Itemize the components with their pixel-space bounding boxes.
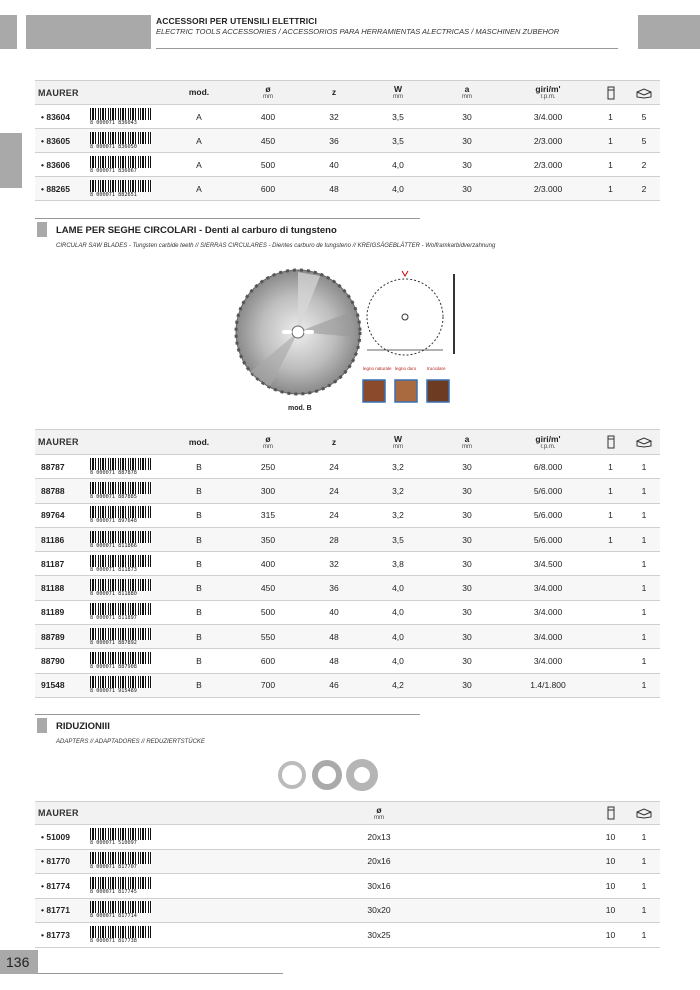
cell-rpm: 6/8.000 <box>503 455 593 479</box>
cell-a: 30 <box>431 129 503 153</box>
cell-a: 30 <box>431 576 503 600</box>
barcode <box>90 531 152 549</box>
cell-p2: 1 <box>628 649 660 673</box>
cell-p1 <box>593 649 628 673</box>
col-w: W mm <box>365 81 431 105</box>
ean-number: 8 000071 915489 <box>90 688 137 695</box>
ean-number: 8 000071 887892 <box>90 639 137 646</box>
page-subtitle: ELECTRIC TOOLS ACCESSORIES / ACCESSORIOS PARA HERRAMIENTAS ALECTRICAS / MASCHINEN ZUBEHOR <box>156 27 560 36</box>
cell-d: 700 <box>233 673 303 697</box>
barcode <box>90 852 152 870</box>
pack-carton-icon <box>628 430 660 455</box>
barcode <box>90 108 152 126</box>
barcode-bars <box>90 603 152 615</box>
cell-mod: B <box>165 600 233 624</box>
brand-logo <box>35 81 90 105</box>
ean-number: 8 000071 811866 <box>90 542 137 549</box>
cell-p1 <box>593 673 628 697</box>
svg-text:truciolare: truciolare <box>427 366 446 371</box>
cell-mod: A <box>165 129 233 153</box>
cell-p2: 1 <box>628 625 660 649</box>
cell-p1: 10 <box>593 874 628 899</box>
ean-number: 8 000071 836050 <box>90 143 137 150</box>
cell-p1: 10 <box>593 898 628 923</box>
barcode <box>90 579 152 597</box>
product-code: 88789 <box>35 625 90 649</box>
col-rpm: giri/m' r.p.m. <box>503 430 593 455</box>
cell-z: 24 <box>303 455 365 479</box>
cell-p1: 10 <box>593 849 628 874</box>
barcode-cell <box>90 600 165 624</box>
barcode <box>90 180 152 198</box>
cell-p2: 1 <box>628 874 660 899</box>
cell-w: 4,0 <box>365 649 431 673</box>
cell-p1: 10 <box>593 825 628 850</box>
cell-p2: 1 <box>628 455 660 479</box>
barcode-cell <box>90 129 165 153</box>
cell-w: 4,0 <box>365 576 431 600</box>
table-adapters <box>35 801 660 948</box>
cell-a: 30 <box>431 503 503 527</box>
ean-number: 8 000071 811880 <box>90 591 137 598</box>
section2-subtitle: CIRCULAR SAW BLADES - Tungsten carbide teeth // SIERRAS CIRCULARES - Dientes carburo de tungsteno // KREIGSÄGEBLÄTTER - Wolframkarbidverzahnung <box>56 243 496 249</box>
product-code: • 83604 <box>35 105 90 129</box>
cell-d: 20x16 <box>165 849 593 874</box>
barcode <box>90 555 152 573</box>
cell-d: 300 <box>233 479 303 503</box>
cell-a: 30 <box>431 479 503 503</box>
ean-number: 8 000071 882651 <box>90 191 137 198</box>
cell-d: 20x13 <box>165 825 593 850</box>
col-z: z <box>303 81 365 105</box>
product-code: 81188 <box>35 576 90 600</box>
cell-d: 450 <box>233 129 303 153</box>
table-row <box>35 625 660 649</box>
cell-p1 <box>593 552 628 576</box>
page-title: ACCESSORI PER UTENSILI ELETTRICI <box>156 16 317 26</box>
table-row <box>35 552 660 576</box>
col-mod: mod. <box>165 430 233 455</box>
cell-d: 550 <box>233 625 303 649</box>
table-row <box>35 898 660 923</box>
cell-d: 450 <box>233 576 303 600</box>
cell-d: 250 <box>233 455 303 479</box>
cell-p2: 5 <box>628 129 660 153</box>
table-row <box>35 673 660 697</box>
product-code: 88788 <box>35 479 90 503</box>
cell-w: 3,2 <box>365 479 431 503</box>
table-row <box>35 849 660 874</box>
cell-a: 30 <box>431 527 503 551</box>
ean-number: 8 000071 817707 <box>90 864 137 871</box>
cell-mod: B <box>165 552 233 576</box>
blade-technical-drawing <box>367 271 454 355</box>
barcode-bars <box>90 628 152 640</box>
cell-d: 400 <box>233 552 303 576</box>
brand-name: MAURER <box>38 437 79 447</box>
cell-rpm: 3/4.000 <box>503 600 593 624</box>
barcode <box>90 676 152 694</box>
product-code: 88787 <box>35 455 90 479</box>
cell-mod: B <box>165 625 233 649</box>
table-row <box>35 129 660 153</box>
barcode-cell <box>90 576 165 600</box>
cell-p2: 5 <box>628 105 660 129</box>
cell-z: 48 <box>303 625 365 649</box>
barcode <box>90 628 152 646</box>
barcode-bars <box>90 482 152 494</box>
table-row <box>35 503 660 527</box>
barcode <box>90 828 152 846</box>
cell-a: 30 <box>431 177 503 201</box>
cell-p2: 2 <box>628 153 660 177</box>
table-row <box>35 825 660 850</box>
cell-w: 3,2 <box>365 455 431 479</box>
ean-number: 8 000071 811873 <box>90 566 137 573</box>
barcode-bars <box>90 531 152 543</box>
barcode-cell <box>90 503 165 527</box>
cell-mod: B <box>165 673 233 697</box>
cell-mod: B <box>165 503 233 527</box>
cell-p1: 1 <box>593 177 628 201</box>
product-code: 88790 <box>35 649 90 673</box>
cell-w: 3,5 <box>365 527 431 551</box>
cell-a: 30 <box>431 673 503 697</box>
cell-rpm: 2/3.000 <box>503 129 593 153</box>
cell-p2: 1 <box>628 898 660 923</box>
cell-a: 30 <box>431 105 503 129</box>
product-code: • 81770 <box>35 849 90 874</box>
cell-p1 <box>593 576 628 600</box>
ean-number: 8 000071 817714 <box>90 913 137 920</box>
cell-z: 32 <box>303 105 365 129</box>
cell-p1: 1 <box>593 503 628 527</box>
adapter-rings-image <box>270 758 385 792</box>
cell-w: 4,0 <box>365 625 431 649</box>
barcode-bars <box>90 132 152 144</box>
saw-blade-image <box>230 262 470 417</box>
cell-z: 36 <box>303 576 365 600</box>
cell-z: 24 <box>303 503 365 527</box>
cell-w: 4,0 <box>365 177 431 201</box>
barcode <box>90 132 152 150</box>
wood-type-icons <box>363 366 449 402</box>
product-code: • 81771 <box>35 898 90 923</box>
cell-w: 3,2 <box>365 503 431 527</box>
pack-carton-icon <box>628 81 660 105</box>
barcode-cell <box>90 153 165 177</box>
table-row <box>35 177 660 201</box>
barcode <box>90 458 152 476</box>
barcode-bars <box>90 458 152 470</box>
barcode <box>90 877 152 895</box>
table-mod-b <box>35 429 660 698</box>
cell-d: 500 <box>233 153 303 177</box>
barcode <box>90 156 152 174</box>
cell-p2: 1 <box>628 825 660 850</box>
section2-line <box>35 218 420 219</box>
barcode-cell <box>90 479 165 503</box>
section3-marker <box>37 718 47 733</box>
table-row <box>35 874 660 899</box>
table-row <box>35 576 660 600</box>
barcode-cell <box>90 455 165 479</box>
barcode-bars <box>90 926 152 938</box>
col-a: a mm <box>431 81 503 105</box>
col-a: a mm <box>431 430 503 455</box>
cell-a: 30 <box>431 600 503 624</box>
cell-p2: 1 <box>628 576 660 600</box>
ean-number: 8 000071 887885 <box>90 493 137 500</box>
cell-a: 30 <box>431 625 503 649</box>
cell-w: 3,5 <box>365 129 431 153</box>
cell-mod: B <box>165 649 233 673</box>
pack-box-icon <box>593 81 628 105</box>
cell-rpm: 5/6.000 <box>503 503 593 527</box>
cell-a: 30 <box>431 455 503 479</box>
barcode-cell <box>90 825 165 850</box>
cell-a: 30 <box>431 552 503 576</box>
cell-p1 <box>593 625 628 649</box>
cell-d: 30x20 <box>165 898 593 923</box>
barcode-bars <box>90 676 152 688</box>
col-mod: mod. <box>165 81 233 105</box>
col-z: z <box>303 430 365 455</box>
cell-p1: 1 <box>593 129 628 153</box>
cell-p2: 1 <box>628 527 660 551</box>
barcode-cell <box>90 625 165 649</box>
product-code: • 51009 <box>35 825 90 850</box>
cell-p1: 1 <box>593 153 628 177</box>
cell-w: 3,5 <box>365 105 431 129</box>
cell-mod: B <box>165 576 233 600</box>
ean-number: 8 000071 817745 <box>90 888 137 895</box>
page-number: 136 <box>6 954 30 970</box>
product-code: • 83605 <box>35 129 90 153</box>
cell-p2: 1 <box>628 673 660 697</box>
barcode <box>90 926 152 944</box>
barcode-bars <box>90 828 152 840</box>
barcode-bars <box>90 652 152 664</box>
product-code: 91548 <box>35 673 90 697</box>
cell-z: 40 <box>303 600 365 624</box>
cell-z: 28 <box>303 527 365 551</box>
cell-d: 600 <box>233 649 303 673</box>
cell-rpm: 2/3.000 <box>503 177 593 201</box>
svg-text:legno naturale: legno naturale <box>363 366 392 371</box>
barcode-bars <box>90 877 152 889</box>
footer-line <box>38 973 283 974</box>
cell-p2: 1 <box>628 479 660 503</box>
table-row <box>35 105 660 129</box>
barcode-bars <box>90 579 152 591</box>
col-w: W mm <box>365 430 431 455</box>
cell-d: 30x16 <box>165 874 593 899</box>
pack-carton-icon <box>628 802 660 825</box>
brand-logo <box>35 430 90 455</box>
table-row <box>35 649 660 673</box>
cell-rpm: 5/6.000 <box>503 527 593 551</box>
cell-a: 30 <box>431 153 503 177</box>
barcode-cell <box>90 649 165 673</box>
header-right-block <box>638 15 700 49</box>
header-left-block <box>0 15 17 49</box>
cell-p1: 10 <box>593 923 628 948</box>
barcode-cell <box>90 177 165 201</box>
product-code: • 81773 <box>35 923 90 948</box>
section2-title: LAME PER SEGHE CIRCOLARI - Denti al carburo di tungsteno <box>56 225 337 236</box>
barcode <box>90 652 152 670</box>
product-code: • 83606 <box>35 153 90 177</box>
cell-p2: 2 <box>628 177 660 201</box>
cell-z: 40 <box>303 153 365 177</box>
barcode <box>90 603 152 621</box>
table-row <box>35 479 660 503</box>
svg-text:legno duro: legno duro <box>395 366 417 371</box>
product-code: • 81774 <box>35 874 90 899</box>
cell-p1 <box>593 600 628 624</box>
saw-blade-photo <box>236 270 360 394</box>
cell-z: 32 <box>303 552 365 576</box>
cell-rpm: 3/4.500 <box>503 552 593 576</box>
cell-d: 400 <box>233 105 303 129</box>
barcode <box>90 482 152 500</box>
cell-p2: 1 <box>628 552 660 576</box>
barcode-bars <box>90 156 152 168</box>
cell-d: 315 <box>233 503 303 527</box>
barcode-cell <box>90 527 165 551</box>
pack-box-icon <box>593 430 628 455</box>
product-code: • 88265 <box>35 177 90 201</box>
cell-rpm: 2/3.000 <box>503 153 593 177</box>
barcode-cell <box>90 849 165 874</box>
cell-rpm: 3/4.000 <box>503 625 593 649</box>
barcode <box>90 901 152 919</box>
product-code: 89764 <box>35 503 90 527</box>
barcode-bars <box>90 555 152 567</box>
cell-rpm: 3/4.000 <box>503 576 593 600</box>
ean-number: 8 000071 887908 <box>90 664 137 671</box>
cell-mod: A <box>165 105 233 129</box>
cell-a: 30 <box>431 649 503 673</box>
cell-mod: B <box>165 479 233 503</box>
cell-p1: 1 <box>593 527 628 551</box>
barcode-bars <box>90 506 152 518</box>
cell-z: 48 <box>303 177 365 201</box>
barcode <box>90 506 152 524</box>
brand-logo <box>35 802 90 825</box>
cell-p2: 1 <box>628 923 660 948</box>
cell-p1: 1 <box>593 105 628 129</box>
ean-number: 8 000071 817738 <box>90 937 137 944</box>
section2-marker <box>37 222 47 237</box>
cell-rpm: 5/6.000 <box>503 479 593 503</box>
cell-mod: A <box>165 153 233 177</box>
table-row <box>35 455 660 479</box>
cell-p2: 1 <box>628 503 660 527</box>
cell-rpm: 1.4/1.800 <box>503 673 593 697</box>
ean-number: 8 000071 836043 <box>90 119 137 126</box>
cell-p1: 1 <box>593 479 628 503</box>
cell-w: 3,8 <box>365 552 431 576</box>
cell-z: 24 <box>303 479 365 503</box>
product-code: 81186 <box>35 527 90 551</box>
cell-rpm: 3/4.000 <box>503 649 593 673</box>
col-diam: ø mm <box>165 802 593 825</box>
ean-number: 8 000071 897648 <box>90 518 137 525</box>
cell-z: 46 <box>303 673 365 697</box>
cell-d: 350 <box>233 527 303 551</box>
cell-w: 4,0 <box>365 600 431 624</box>
barcode-bars <box>90 180 152 192</box>
ean-number: 8 000071 510097 <box>90 839 137 846</box>
cell-z: 48 <box>303 649 365 673</box>
barcode-cell <box>90 923 165 948</box>
cell-p2: 1 <box>628 849 660 874</box>
section3-subtitle: ADAPTERS // ADAPTADORES // REDUZIERTSTÜCKE <box>56 739 205 745</box>
barcode-cell <box>90 552 165 576</box>
col-rpm: giri/m' r.p.m. <box>503 81 593 105</box>
cell-d: 600 <box>233 177 303 201</box>
header-divider <box>156 48 618 49</box>
image-caption: mod. B <box>288 405 312 412</box>
ean-number: 8 000071 836067 <box>90 167 137 174</box>
barcode-bars <box>90 901 152 913</box>
cell-d: 500 <box>233 600 303 624</box>
table-row <box>35 527 660 551</box>
brand-name: MAURER <box>38 808 79 818</box>
side-tab <box>0 133 22 188</box>
cell-w: 4,2 <box>365 673 431 697</box>
section3-title: RIDUZIONIII <box>56 721 110 732</box>
barcode-cell <box>90 105 165 129</box>
col-diam: ø mm <box>233 430 303 455</box>
cell-mod: B <box>165 527 233 551</box>
cell-w: 4,0 <box>365 153 431 177</box>
pack-box-icon <box>593 802 628 825</box>
cell-mod: A <box>165 177 233 201</box>
barcode-bars <box>90 852 152 864</box>
cell-d: 30x25 <box>165 923 593 948</box>
barcode-cell <box>90 898 165 923</box>
table-mod-a <box>35 80 660 201</box>
cell-rpm: 3/4.000 <box>503 105 593 129</box>
cell-p2: 1 <box>628 600 660 624</box>
table-row <box>35 600 660 624</box>
table-row <box>35 923 660 948</box>
brand-name: MAURER <box>38 87 79 98</box>
barcode-cell <box>90 874 165 899</box>
product-code: 81189 <box>35 600 90 624</box>
ean-number: 8 000071 811897 <box>90 615 137 622</box>
section3-line <box>35 714 420 715</box>
header-block <box>26 15 151 49</box>
col-diam: ø mm <box>233 81 303 105</box>
barcode-bars <box>90 108 152 120</box>
cell-z: 36 <box>303 129 365 153</box>
barcode-cell <box>90 673 165 697</box>
cell-mod: B <box>165 455 233 479</box>
table-row <box>35 153 660 177</box>
cell-p1: 1 <box>593 455 628 479</box>
ean-number: 8 000071 887878 <box>90 469 137 476</box>
product-code: 81187 <box>35 552 90 576</box>
